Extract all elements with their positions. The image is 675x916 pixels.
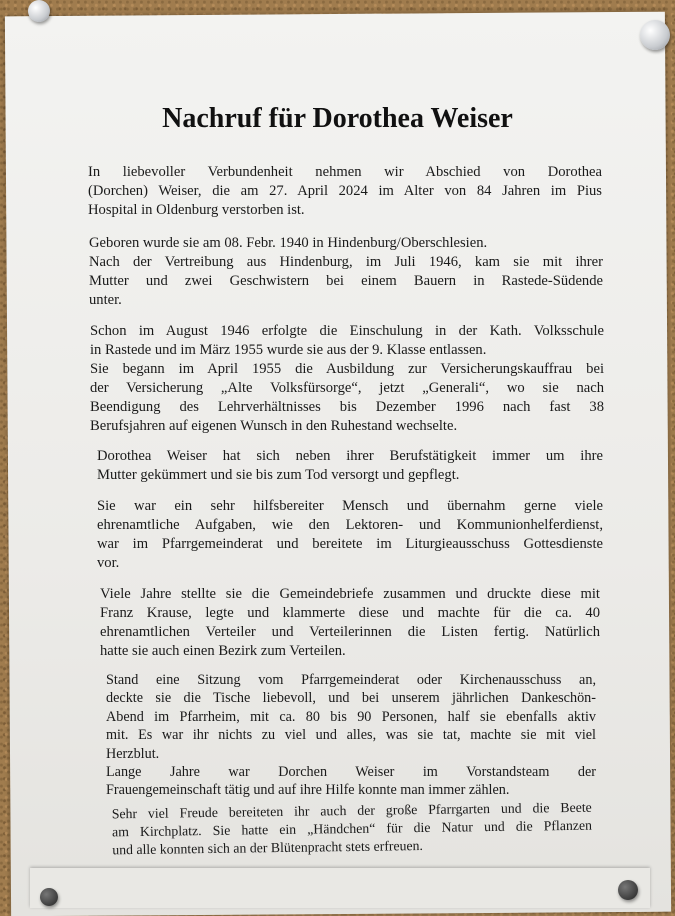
pushpin-icon <box>640 20 670 50</box>
text-line: Sie war ein sehr hilfsbereiter Mensch und übernahm gerne viele <box>97 498 603 514</box>
paragraph-birth <box>89 234 603 310</box>
text-line: Geboren wurde sie am 08. Febr. 1940 in Hindenburg/Oberschlesien. <box>89 235 488 251</box>
paragraph-intro <box>88 163 602 220</box>
text-line: Sehr viel Freude bereiteten ihr auch der große Pfarrgarten und die Beete <box>111 799 592 822</box>
text-line: Mutter gekümmert und sie bis zum Tod versorgt und gepflegt. <box>97 467 460 483</box>
text-line: Stand eine Sitzung vom Pfarrgemeinderat oder Kirchenausschuss an, <box>106 672 596 688</box>
text-line: Mutter und zwei Geschwistern bei einem Bauern in Rastede-Südende <box>89 273 603 289</box>
text-line: Abend im Pfarrheim, mit ca. 80 bis 90 Personen, half sie ebenfalls aktiv <box>106 708 596 725</box>
text-line: ehrenamtliche Aufgaben, wie den Lektoren- und Kommunionhelferdienst, <box>97 517 603 533</box>
text-line: unter. <box>89 292 122 308</box>
text-line: Nach der Vertreibung aus Hindenburg, im Juli 1946, kam sie mit ihrer <box>89 254 603 270</box>
paragraph-career <box>90 322 604 436</box>
pushpin-icon <box>40 888 58 906</box>
paragraph-meetings <box>106 671 596 800</box>
paragraph-volunteer <box>97 497 603 573</box>
text-line: Sie begann im April 1955 die Ausbildung zur Versicherungskauffrau bei <box>90 361 604 377</box>
paper-sheet-below <box>30 868 650 908</box>
text-line: hatte sie auch einen Bezirk zum Verteilen. <box>100 643 346 659</box>
text-line: In liebevoller Verbundenheit nehmen wir Abschied von Dorothea <box>88 164 602 180</box>
page-title: Nachruf für Dorothea Weiser <box>162 103 513 134</box>
text-line: Frauengemeinschaft tätig und auf ihre Hilfe konnte man immer zählen. <box>106 782 510 799</box>
pushpin-icon <box>618 880 638 900</box>
text-line: Lange Jahre war Dorchen Weiser im Vorstandsteam der <box>106 764 596 781</box>
text-line: Herzblut. <box>106 745 160 762</box>
text-line: und alle konnten sich an der Blütenpracht stets erfreuen. <box>112 838 424 858</box>
text-line: mit. Es war ihr nichts zu viel und alles, was sie tat, machte sie mit viel <box>106 727 596 744</box>
text-line: in Rastede und im März 1955 wurde sie aus der 9. Klasse entlassen. <box>90 342 487 358</box>
text-line: Dorothea Weiser hat sich neben ihrer Berufstätigkeit immer um ihre <box>97 448 603 464</box>
text-line: am Kirchplatz. Sie hatte ein „Händchen“ für die Natur und die Pflanzen <box>111 817 593 840</box>
text-line: deckte sie die Tische liebevoll, und bei unserem jährlichen Dankeschön- <box>106 690 596 707</box>
text-line: vor. <box>97 555 120 571</box>
text-line: Berufsjahren auf eigenen Wunsch in den Ruhestand wechselte. <box>90 418 458 434</box>
paragraph-mother <box>97 447 603 485</box>
text-line: der Versicherung „Alte Volksfürsorge“, jetzt „Generali“, wo sie nach <box>90 380 604 396</box>
text-line: Hospital in Oldenburg verstorben ist. <box>88 202 305 218</box>
text-line: war im Pfarrgemeinderat und bereitete im Liturgieausschuss Gottesdienste <box>97 536 603 552</box>
text-line: Schon im August 1946 erfolgte die Einschulung in der Kath. Volksschule <box>90 323 604 339</box>
paragraph-newsletter <box>100 585 600 661</box>
pushpin-icon <box>28 0 50 22</box>
text-line: ehrenamtlichen Verteiler und Verteilerinnen die Listen fertig. Natürlich <box>100 624 600 640</box>
paragraph-garden <box>112 799 593 860</box>
text-line: Viele Jahre stellte sie die Gemeindebriefe zusammen und druckte diese mit <box>100 586 600 602</box>
text-line: (Dorchen) Weiser, die am 27. April 2024 im Alter von 84 Jahren im Pius <box>88 183 602 199</box>
text-line: Beendigung des Lehrverhältnisses bis Dezember 1996 nach fast 38 <box>90 399 604 415</box>
text-line: Franz Krause, legte und klammerte diese und machte für die ca. 40 <box>100 605 600 621</box>
